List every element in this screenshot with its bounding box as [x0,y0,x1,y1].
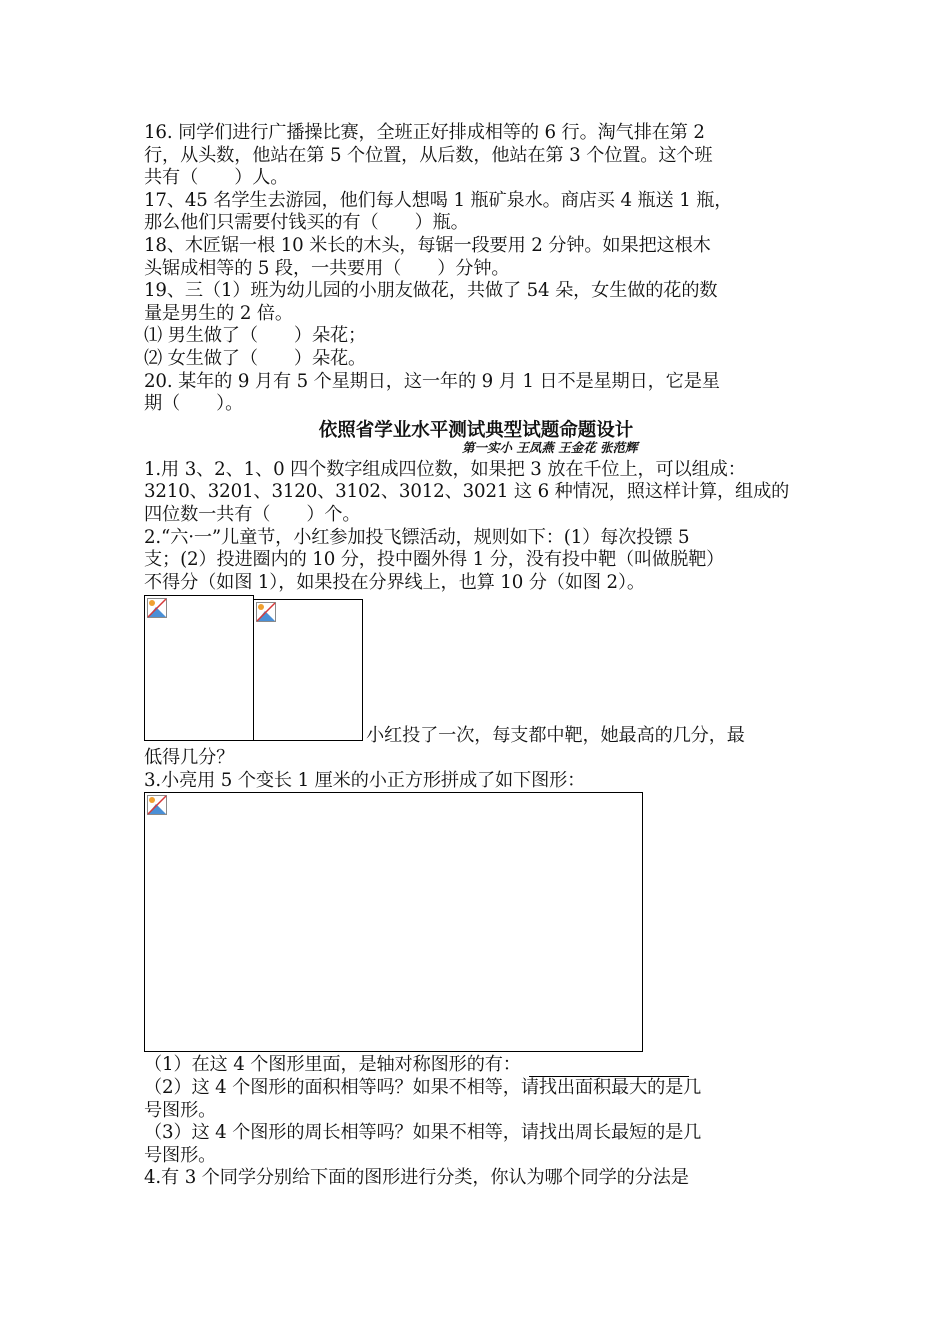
p3-sub-1 [144,1054,808,1077]
p1-line-1: 1.用 3、2、1、0 四个数字组成四位数，如果把 3 放在千位上，可以组成： [144,458,746,480]
figure-1-image [144,595,254,741]
q18-line-2: 头锯成相等的 5 段，一共要用（ ）分钟。 [144,257,510,279]
p4-line-1: 4.有 3 个同学分别给下面的图形进行分类，你认为哪个同学的分法是 [144,1167,689,1189]
p2-line-3: 不得分（如图 1），如果投在分界线上，也算 10 分（如图 2）。 [144,571,645,593]
p3-line-1: 3.小亮用 5 个变长 1 厘米的小正方形拼成了如下图形： [144,769,586,791]
p3-sub-3-line-1: （3）这 4 个图形的周长相等吗？如果不相等，请找出周长最短的是几 [144,1122,702,1144]
q19-line-1: 19、三（1）班为幼儿园的小朋友做花，共做了 54 朵，女生做的花的数 [144,280,718,302]
p3-sub-2-line-2: 号图形。 [144,1099,217,1121]
p2-line-5: 低得几分？ [144,747,235,769]
square-shapes-figure [144,792,808,1054]
p3-sub-3-line-2: 号图形。 [144,1144,217,1166]
section-title: 依照省学业水平测试典型试题命题设计 [318,419,634,441]
q18-line-1: 18、木匠锯一根 10 米长的木头，每锯一段要用 2 分钟。如果把这根木 [144,234,711,256]
p2-line-2: 支；(2）投进圈内的 10 分，投中圈外得 1 分，没有投中靶（叫做脱靶） [144,549,725,571]
p3-sub-1-text: （1）在这 4 个图形里面，是轴对称图形的有： [144,1054,521,1076]
q16-line-1: 16. 同学们进行广播操比赛，全班正好排成相等的 6 行。淘气排在第 2 [144,122,705,143]
figure-2-image [253,599,363,741]
document-page [144,122,808,1190]
p1-line-2: 3210、3201、3120、3102、3012、3021 这 6 种情况，照这样计算，组成的 [144,481,790,503]
q19-line-4: ⑵ 女生做了（ ）朵花。 [144,347,367,369]
p2-after-figure-text: 小红投了一次，每支都中靶，她最高的几分，最 [366,724,745,746]
authors-line: 第一实小 王凤燕 王金花 张范辉 [462,439,638,455]
q16-line-3: 共有（ ）人。 [144,167,289,189]
p2-line-1: 2.“六·一”儿童节，小红参加投飞镖活动，规则如下：(1）每次投镖 5 [144,526,690,548]
broken-image-icon [147,598,167,618]
q17-line-2: 那么他们只需要付钱买的有（ ）瓶。 [144,212,469,234]
q19-line-3: ⑴ 男生做了（ ）朵花； [144,325,367,347]
q16-line-2: 行，从头数，他站在第 5 个位置，从后数，他站在第 3 个位置。这个班 [144,144,713,166]
q17-line-1: 17、45 名学生去游园，他们每人想喝 1 瓶矿泉水。商店买 4 瓶送 1 瓶， [144,189,733,211]
p3-sub-2-line-1: （2）这 4 个图形的面积相等吗？如果不相等，请找出面积最大的是几 [144,1077,702,1099]
dart-figures [144,595,808,746]
answer-blank [529,1059,689,1077]
shapes-image [144,792,643,1052]
q19-line-2: 量是男生的 2 倍。 [144,302,293,324]
p1-line-3: 四位数一共有（ ）个。 [144,503,361,525]
q20-line-2: 期（ ）。 [144,393,244,415]
broken-image-icon [147,795,167,815]
q20-line-1: 20. 某年的 9 月有 5 个星期日，这一年的 9 月 1 日不是星期日，它是星 [144,370,720,392]
broken-image-icon [256,602,276,622]
